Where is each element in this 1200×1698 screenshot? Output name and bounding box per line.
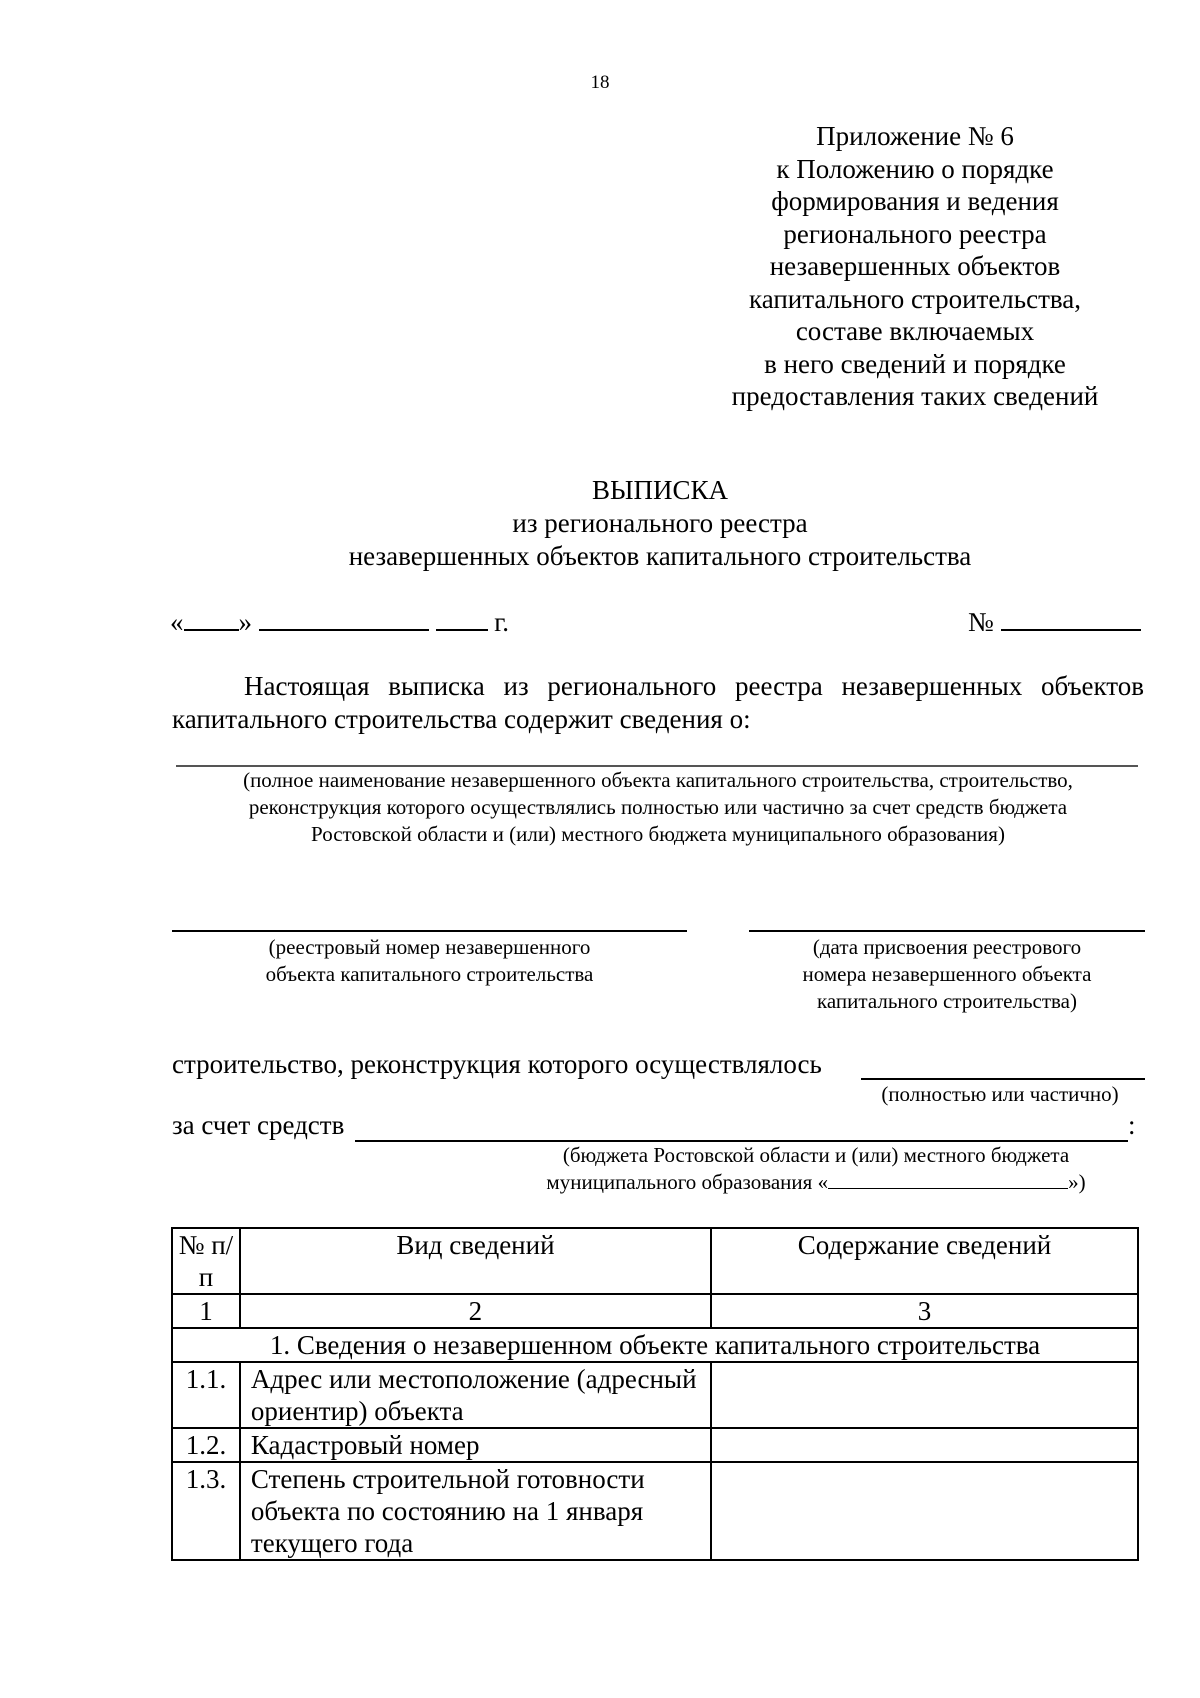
info-table	[171, 1227, 1139, 1561]
caption-line: объекта капитального строительства	[265, 962, 594, 986]
open-quote: «	[170, 607, 184, 637]
caption-line: Ростовской области и (или) местного бюджета муниципального образования)	[311, 822, 1005, 846]
caption-prefix: муниципального образования «	[546, 1170, 829, 1194]
caption-line: (дата присвоения реестрового	[812, 935, 1082, 959]
header-num: № п/п	[172, 1228, 240, 1294]
registry-number-blank[interactable]	[172, 930, 687, 932]
section-row	[172, 1328, 1138, 1362]
caption-line: номера незавершенного объекта	[802, 962, 1092, 986]
row-kind: Степень строительной готовности объекта по состоянию на 1 января текущего года	[240, 1462, 711, 1560]
appendix-line: формирования и ведения	[771, 186, 1059, 216]
appendix-line: капитального строительства,	[748, 283, 1081, 314]
caption-suffix: »)	[1068, 1170, 1086, 1194]
construction-caption: (полностью или частично)	[881, 1082, 1119, 1106]
appendix-line: регионального реестра	[783, 218, 1047, 249]
registry-date-caption	[749, 934, 1145, 1015]
number-sign: №	[968, 607, 994, 637]
year-blank[interactable]	[436, 607, 488, 631]
row-content[interactable]	[711, 1428, 1138, 1462]
intro-text: Настоящая выписка из регионального реестра незавершенных объектов капитального строительства содержит сведения о:	[172, 671, 1144, 734]
title-line: из регионального реестра	[512, 508, 808, 538]
registry-number-caption	[172, 934, 687, 988]
table-row	[172, 1428, 1138, 1462]
title-line: незавершенных объектов капитального строительства	[348, 541, 972, 571]
caption-line: (полное наименование незавершенного объекта капитального строительства, строительство,	[243, 768, 1073, 792]
row-content[interactable]	[711, 1362, 1138, 1428]
appendix-line: незавершенных объектов	[769, 251, 1061, 281]
column-number: 2	[240, 1294, 711, 1328]
registry-date-blank[interactable]	[749, 930, 1145, 932]
appendix-line: Приложение № 6	[816, 121, 1014, 151]
close-quote: »	[238, 607, 252, 637]
date-field	[170, 607, 509, 638]
section-title: 1. Сведения о незавершенном объекте капитального строительства	[172, 1328, 1138, 1362]
table-row	[172, 1462, 1138, 1560]
appendix-line: предоставления таких сведений	[731, 381, 1099, 411]
column-numbers-row	[172, 1294, 1138, 1328]
table-header-row	[172, 1228, 1138, 1294]
caption-line: (бюджета Ростовской области и (или) местного бюджета	[562, 1143, 1070, 1167]
funds-label: за счет средств	[172, 1110, 345, 1140]
header-content: Содержание сведений	[711, 1228, 1138, 1294]
row-num: 1.3.	[172, 1462, 240, 1560]
object-name-caption	[172, 767, 1144, 848]
caption-line: реконструкция которого осуществлялись полностью или частично за счет средств бюджета	[248, 795, 1068, 819]
caption-line	[496, 1169, 1136, 1196]
row-num: 1.2.	[172, 1428, 240, 1462]
column-number: 3	[711, 1294, 1138, 1328]
row-num: 1.1.	[172, 1362, 240, 1428]
funds-colon: :	[1128, 1110, 1136, 1140]
caption-line: капитального строительства)	[817, 989, 1077, 1013]
day-blank[interactable]	[184, 607, 239, 631]
appendix-line: к Положению о порядке	[776, 153, 1054, 184]
construction-label: строительство, реконструкция которого осуществлялось	[172, 1049, 822, 1079]
document-title	[160, 474, 1160, 573]
year-suffix: г.	[494, 607, 510, 637]
number-field	[968, 607, 1141, 638]
funds-caption	[496, 1142, 1136, 1196]
municipality-blank[interactable]	[828, 1170, 1068, 1189]
page-number: 18	[590, 72, 610, 93]
appendix-header	[700, 120, 1130, 413]
row-kind: Кадастровый номер	[240, 1428, 711, 1462]
header-kind: Вид сведений	[240, 1228, 711, 1294]
appendix-line: составе включаемых	[795, 316, 1035, 346]
number-blank[interactable]	[1001, 607, 1141, 631]
row-content[interactable]	[711, 1462, 1138, 1560]
row-kind: Адрес или местоположение (адресный ориентир) объекта	[240, 1362, 711, 1428]
caption-line: (реестровый номер незавершенного	[268, 935, 591, 959]
column-number: 1	[172, 1294, 240, 1328]
table-row	[172, 1362, 1138, 1428]
title-main: ВЫПИСКА	[591, 475, 729, 505]
intro-paragraph	[172, 670, 1144, 736]
appendix-line: в него сведений и порядке	[764, 348, 1066, 379]
construction-blank[interactable]	[861, 1078, 1145, 1080]
month-blank[interactable]	[259, 607, 429, 631]
